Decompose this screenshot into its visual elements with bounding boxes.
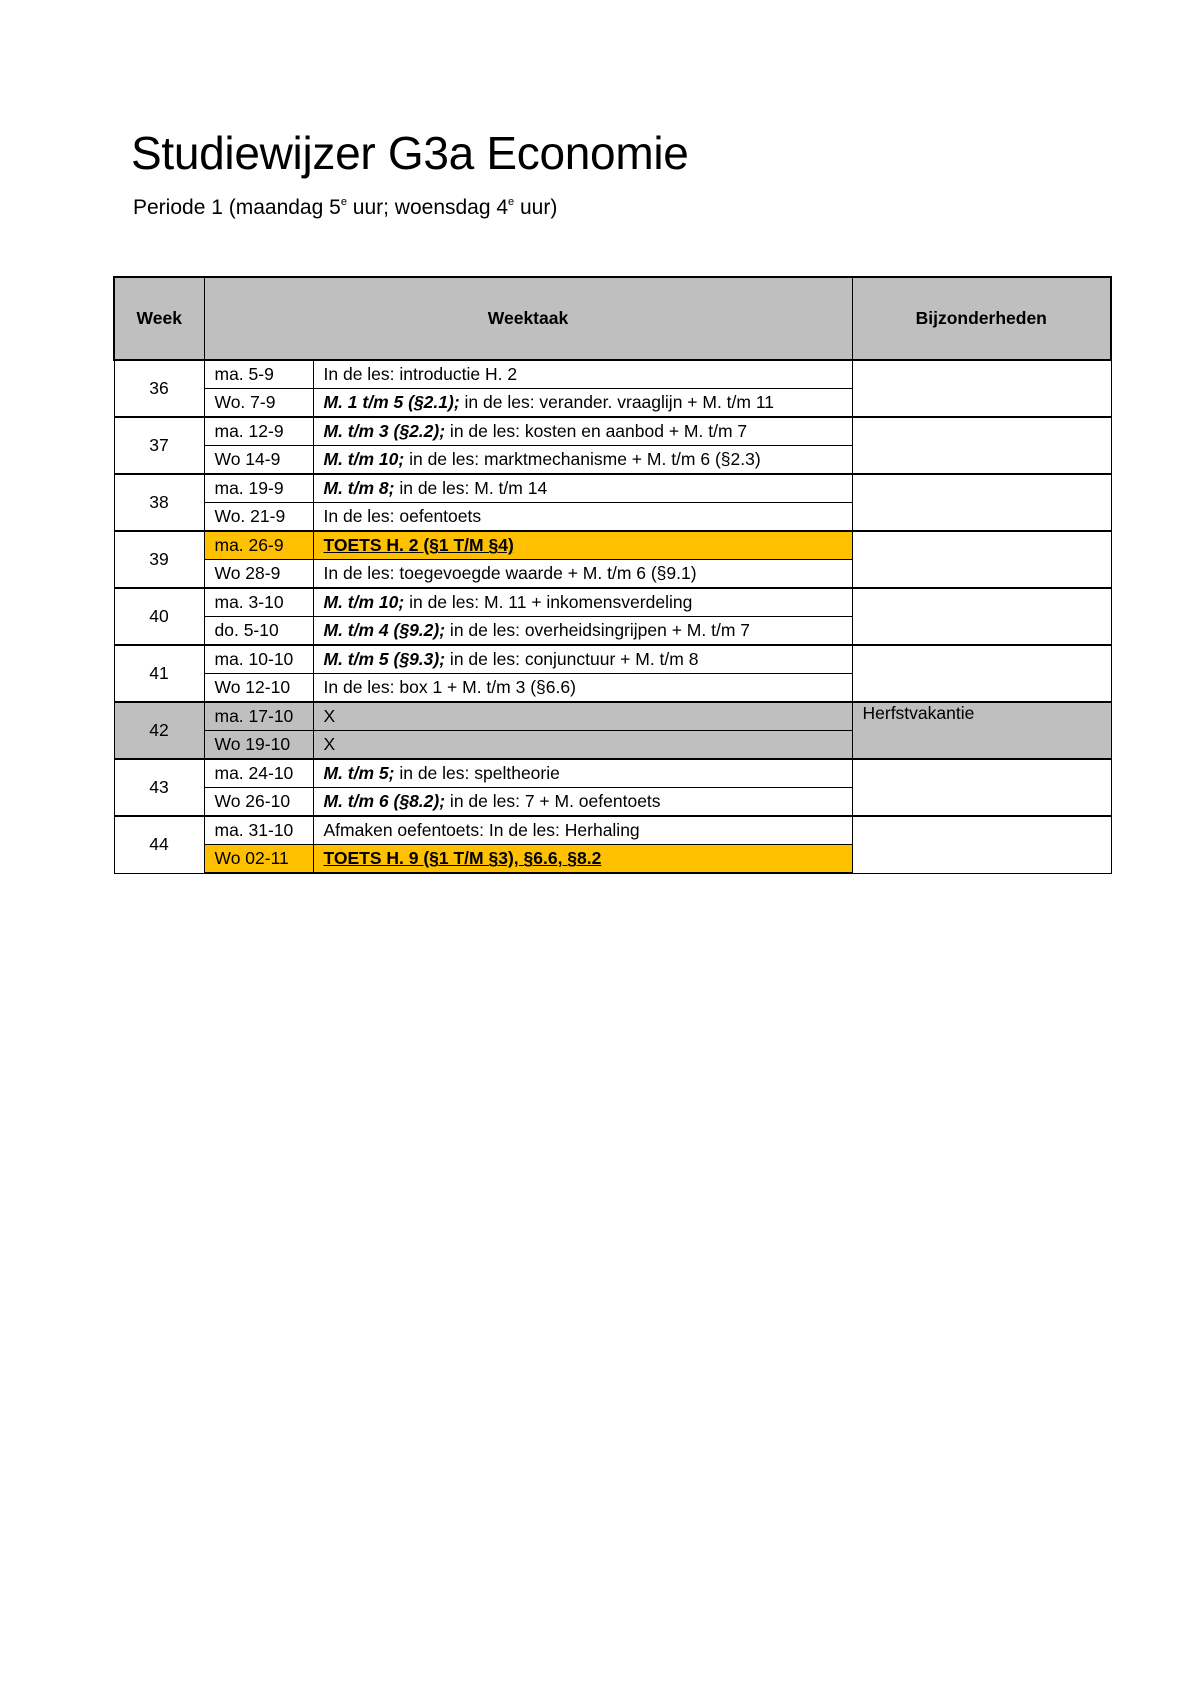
- lesson-task: [313, 417, 852, 446]
- lesson-date: do. 5-10: [204, 617, 313, 646]
- table-header-row: [114, 277, 1111, 360]
- homework-label: M. t/m 6 (§8.2);: [323, 791, 446, 811]
- lesson-date: ma. 31-10: [204, 816, 313, 845]
- week-number: 37: [114, 417, 204, 474]
- lesson-date: ma. 12-9: [204, 417, 313, 446]
- table-row: [114, 360, 1111, 389]
- table-row: [114, 645, 1111, 674]
- lesson-date: ma. 19-9: [204, 474, 313, 503]
- week-note: [852, 816, 1111, 873]
- lesson-date: Wo 28-9: [204, 560, 313, 589]
- table-row: [114, 816, 1111, 845]
- subtitle-part: uur): [514, 196, 558, 219]
- lesson-task: [313, 759, 852, 788]
- task-text: in de les: overheidsingrijpen + M. t/m 7: [445, 620, 751, 640]
- subtitle-part: Periode 1 (maandag 5: [133, 196, 341, 219]
- task-text: in de les: speltheorie: [394, 763, 560, 783]
- task-text: in de les: M. 11 + inkomensverdeling: [404, 592, 693, 612]
- task-text: In de les: introductie H. 2: [323, 364, 518, 384]
- table-row: [114, 702, 1111, 731]
- column-header-bijzonderheden: Bijzonderheden: [852, 277, 1111, 360]
- lesson-task: [313, 588, 852, 617]
- lesson-task: [313, 731, 852, 760]
- lesson-date: Wo 19-10: [204, 731, 313, 760]
- task-text: X: [323, 734, 336, 754]
- task-text: in de les: marktmechanisme + M. t/m 6 (§2.3): [404, 449, 761, 469]
- lesson-task: [313, 702, 852, 731]
- subtitle-superscript: e: [340, 196, 347, 208]
- document-title: Studiewijzer G3a Economie: [131, 127, 689, 179]
- task-text: X: [323, 706, 336, 726]
- lesson-date: ma. 17-10: [204, 702, 313, 731]
- schedule-table: [113, 276, 1112, 874]
- test-label: TOETS H. 9 (§1 T/M §3), §6.6, §8.2: [323, 848, 602, 868]
- lesson-task: [313, 845, 852, 874]
- week-number: 41: [114, 645, 204, 702]
- week-number: 40: [114, 588, 204, 645]
- week-number: 38: [114, 474, 204, 531]
- week-note: Herfstvakantie: [852, 702, 1111, 759]
- week-number: 42: [114, 702, 204, 759]
- homework-label: M. t/m 3 (§2.2);: [323, 421, 446, 441]
- subtitle-part: uur; woensdag 4: [346, 196, 509, 219]
- table-row: [114, 531, 1111, 560]
- week-number: 36: [114, 360, 204, 417]
- homework-label: M. t/m 5;: [323, 763, 395, 783]
- lesson-task: [313, 531, 852, 560]
- table-row: [114, 588, 1111, 617]
- week-note: [852, 645, 1111, 702]
- lesson-task: [313, 389, 852, 418]
- lesson-date: Wo 26-10: [204, 788, 313, 817]
- task-text: In de les: box 1 + M. t/m 3 (§6.6): [323, 677, 576, 697]
- homework-label: M. 1 t/m 5 (§2.1);: [323, 392, 460, 412]
- week-note: [852, 360, 1111, 417]
- week-note: [852, 759, 1111, 816]
- task-text: Afmaken oefentoets: In de les: Herhaling: [323, 820, 640, 840]
- homework-label: M. t/m 4 (§9.2);: [323, 620, 446, 640]
- week-note: [852, 474, 1111, 531]
- lesson-task: [313, 360, 852, 389]
- lesson-date: Wo 14-9: [204, 446, 313, 475]
- homework-label: M. t/m 5 (§9.3);: [323, 649, 446, 669]
- week-number: 39: [114, 531, 204, 588]
- lesson-task: [313, 560, 852, 589]
- lesson-date: ma. 10-10: [204, 645, 313, 674]
- task-text: in de les: conjunctuur + M. t/m 8: [445, 649, 699, 669]
- homework-label: M. t/m 8;: [323, 478, 395, 498]
- lesson-date: Wo 02-11: [204, 845, 313, 874]
- lesson-date: Wo. 7-9: [204, 389, 313, 418]
- lesson-task: [313, 503, 852, 532]
- task-text: in de les: verander. vraaglijn + M. t/m 11: [459, 392, 774, 412]
- task-text: In de les: toegevoegde waarde + M. t/m 6 (§9.1): [323, 563, 697, 583]
- test-label: TOETS H. 2 (§1 T/M §4): [323, 535, 514, 555]
- lesson-task: [313, 474, 852, 503]
- table-row: [114, 474, 1111, 503]
- task-text: In de les: oefentoets: [323, 506, 482, 526]
- lesson-date: ma. 24-10: [204, 759, 313, 788]
- column-header-weektaak: Weektaak: [204, 277, 852, 360]
- lesson-date: Wo. 21-9: [204, 503, 313, 532]
- task-text: in de les: 7 + M. oefentoets: [445, 791, 661, 811]
- lesson-task: [313, 788, 852, 817]
- lesson-date: ma. 3-10: [204, 588, 313, 617]
- table-row: [114, 417, 1111, 446]
- column-header-week: Week: [114, 277, 204, 360]
- task-text: in de les: M. t/m 14: [394, 478, 548, 498]
- homework-label: M. t/m 10;: [323, 449, 405, 469]
- week-number: 44: [114, 816, 204, 873]
- lesson-task: [313, 446, 852, 475]
- task-text: in de les: kosten en aanbod + M. t/m 7: [445, 421, 748, 441]
- lesson-task: [313, 674, 852, 703]
- lesson-task: [313, 645, 852, 674]
- week-number: 43: [114, 759, 204, 816]
- homework-label: M. t/m 10;: [323, 592, 405, 612]
- lesson-task: [313, 816, 852, 845]
- table-row: [114, 759, 1111, 788]
- week-note: [852, 588, 1111, 645]
- week-note: [852, 417, 1111, 474]
- schedule-body: [114, 360, 1111, 873]
- document-subtitle: [133, 197, 557, 218]
- lesson-task: [313, 617, 852, 646]
- subtitle-superscript: e: [508, 196, 515, 208]
- week-note: [852, 531, 1111, 588]
- lesson-date: ma. 5-9: [204, 360, 313, 389]
- lesson-date: ma. 26-9: [204, 531, 313, 560]
- lesson-date: Wo 12-10: [204, 674, 313, 703]
